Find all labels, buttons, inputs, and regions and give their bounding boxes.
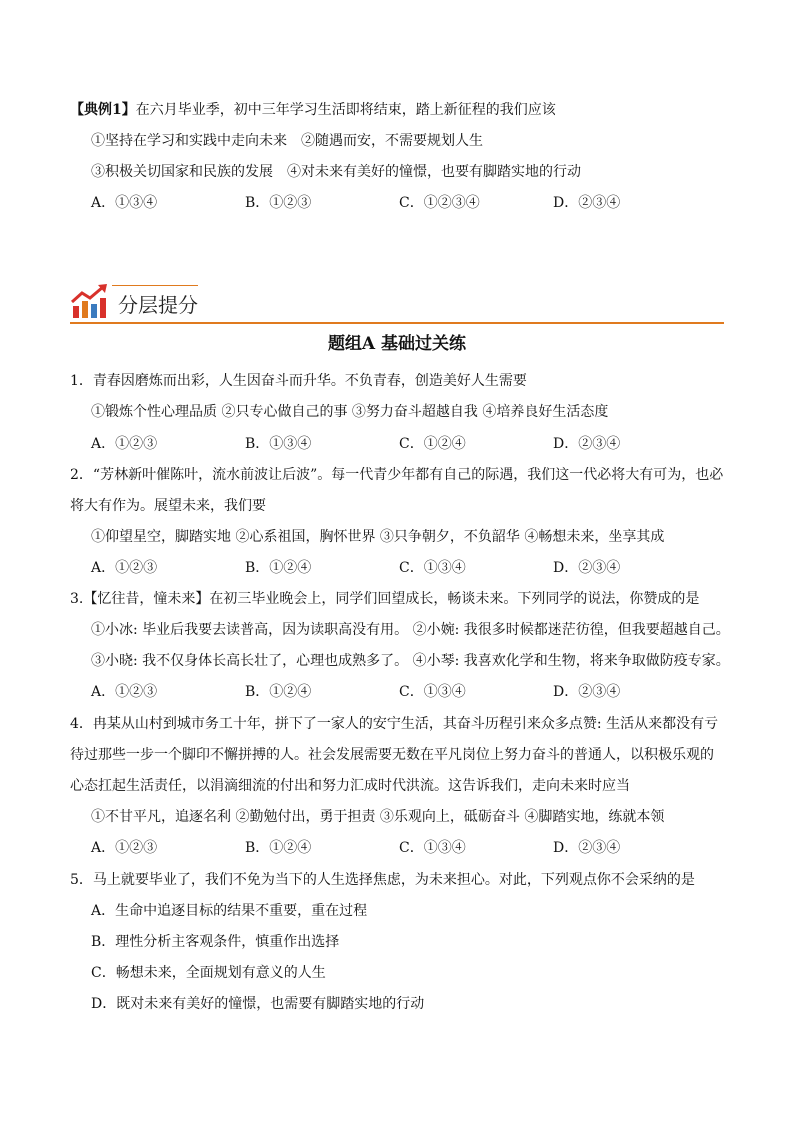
question-3-option-d[interactable]: D．②③④ [553, 684, 621, 700]
section-header [70, 282, 724, 324]
question-4-stem-1: 4．冉某从山村到城市务工十年，拼下了一家人的安宁生活，其奋斗历程引来众多点赞: 生活从来都没有亏 [70, 716, 719, 732]
question-5-option-c[interactable]: C．畅想未来，全面规划有意义的人生 [91, 965, 326, 981]
example-option-a[interactable]: A．①③④ [91, 195, 158, 211]
question-3-option-a[interactable]: A．①②③ [91, 684, 158, 700]
question-4-items: ①不甘平凡，追逐名利 ②勤勉付出，勇于担责 ③乐观向上，砥砺奋斗 ④脚踏实地，练就本领 [91, 809, 665, 825]
question-5-option-b[interactable]: B．理性分析主客观条件，慎重作出选择 [91, 934, 340, 950]
question-1-items: ①锻炼个性心理品质 ②只专心做自己的事 ③努力奋斗超越自我 ④培养良好生活态度 [91, 404, 609, 420]
question-1-option-b[interactable]: B．①③④ [245, 436, 312, 452]
question-3-option-c[interactable]: C．①③④ [399, 684, 466, 700]
chart-arrow-icon [70, 284, 110, 320]
group-title: 题组A 基础过关练 [327, 334, 467, 354]
question-3-option-b[interactable]: B．①②④ [245, 684, 312, 700]
question-2-items: ①仰望星空，脚踏实地 ②心系祖国，胸怀世界 ③只争朝夕，不负韶华 ④畅想未来，坐享其成 [91, 529, 665, 545]
example-option-b[interactable]: B．①②③ [245, 195, 312, 211]
question-4-stem-3: 心态扛起生活责任，以涓滴细流的付出和努力汇成时代洪流。这告诉我们，走向未来时应当 [70, 778, 630, 794]
question-1-option-c[interactable]: C．①②④ [399, 436, 466, 452]
question-2-option-c[interactable]: C．①③④ [399, 560, 466, 576]
question-4-stem-2: 待过那些一步一个脚印不懈拼搏的人。社会发展需要无数在平凡岗位上努力奋斗的普通人，以积极乐观的 [70, 747, 714, 763]
question-1-option-a[interactable]: A．①②③ [91, 436, 158, 452]
section-top-rule [112, 285, 198, 286]
example-items-2: ③积极关切国家和民族的发展 ④对未来有美好的憧憬，也要有脚踏实地的行动 [91, 164, 581, 180]
question-2-option-d[interactable]: D．②③④ [553, 560, 621, 576]
question-4-option-a[interactable]: A．①②③ [91, 840, 158, 856]
section-title: 分层提分 [118, 293, 198, 317]
question-5-option-a[interactable]: A．生命中追逐目标的结果不重要，重在过程 [91, 903, 368, 919]
section-divider [70, 322, 724, 324]
question-1-option-d[interactable]: D．②③④ [553, 436, 621, 452]
question-4-option-d[interactable]: D．②③④ [553, 840, 621, 856]
question-2-stem-1: 2．“芳林新叶催陈叶，流水前波让后波”。每一代青少年都有自己的际遇，我们这一代必将大有可为，也必 [70, 467, 724, 483]
question-2-option-b[interactable]: B．①②④ [245, 560, 312, 576]
question-4-option-c[interactable]: C．①③④ [399, 840, 466, 856]
question-3-items-1: ①小冰: 毕业后我要去读普高，因为读职高没有用。 ②小婉: 我很多时候都迷茫彷徨，但我要超越自己。 [91, 622, 730, 638]
example-items-1: ①坚持在学习和实践中走向未来 ②随遇而安，不需要规划人生 [91, 133, 483, 149]
question-3-stem: 3.【忆往昔，憧未来】在初三毕业晚会上，同学们回望成长，畅谈未来。下列同学的说法，你赞成的是 [70, 591, 700, 607]
example-stem: 在六月毕业季，初中三年学习生活即将结束，踏上新征程的我们应该 [135, 102, 556, 118]
question-2-option-a[interactable]: A．①②③ [91, 560, 158, 576]
question-1-stem: 1．青春因磨炼而出彩，人生因奋斗而升华。不负青春，创造美好人生需要 [70, 373, 527, 389]
question-5-stem: 5．马上就要毕业了，我们不免为当下的人生选择焦虑，为未来担心。对此，下列观点你不会采纳的是 [70, 872, 695, 888]
example-option-c[interactable]: C．①②③④ [399, 195, 480, 211]
question-3-items-2: ③小晓: 我不仅身体长高长壮了，心理也成熟多了。 ④小琴: 我喜欢化学和生物，将来争取做防疫专家。 [91, 653, 730, 669]
example-option-d[interactable]: D．②③④ [553, 195, 621, 211]
example-stem-line [70, 100, 556, 120]
question-2-stem-2: 将大有作为。展望未来，我们要 [70, 498, 266, 514]
question-4-option-b[interactable]: B．①②④ [245, 840, 312, 856]
example-tag: 【典例1】 [70, 102, 136, 118]
question-5-option-d[interactable]: D．既对未来有美好的憧憬，也需要有脚踏实地的行动 [91, 996, 425, 1012]
